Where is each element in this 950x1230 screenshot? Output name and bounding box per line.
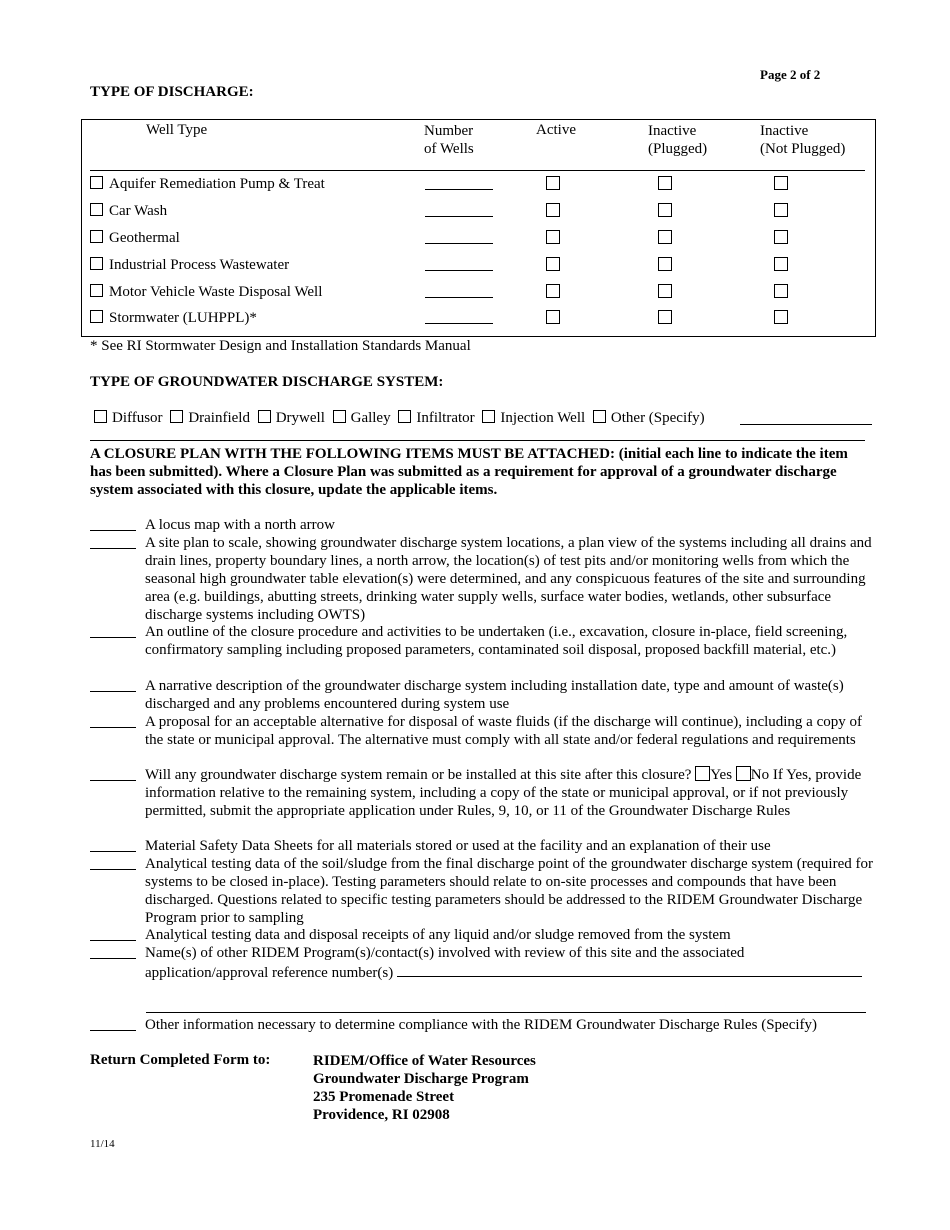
closure-heading: A CLOSURE PLAN WITH THE FOLLOWING ITEMS MUST BE ATTACHED: (initial each line to indicate the item has been submitted). Where a Closure Plan was submitted as a requirement for approval of a groundwater discharge system associated with this closure, update the applicable items. (90, 446, 848, 498)
well-checkbox[interactable] (90, 257, 103, 270)
number-wells-blank[interactable] (425, 189, 493, 190)
closure-item: A locus map with a north arrow (145, 517, 335, 533)
col-inactive-plugged: Inactive (Plugged) (648, 123, 708, 157)
number-wells-blank[interactable] (425, 270, 493, 271)
inactive-not-plugged-checkbox[interactable] (774, 176, 788, 190)
system-heading: TYPE OF GROUNDWATER DISCHARGE SYSTEM: (90, 374, 444, 390)
col-number-wells: Number of Wells (424, 123, 474, 157)
number-wells-blank[interactable] (425, 243, 493, 244)
system-options (94, 408, 709, 428)
closure-item: A site plan to scale, showing groundwater discharge system locations, a plan view of the systems including all drains and drain lines, property boundary lines, a north arrow, the location(s) of test pits and/or monitoring wells from which the seasonal high groundwater table elevation(s) were determined, and any conspicuous features of the site and surrounding area (e.g. buildings, abutting streets, drinking water supply wells, surface water bodies, wetlands, other subsurface discharge systems including OWTS) (145, 535, 872, 623)
section-divider (90, 440, 865, 441)
system-option-galley[interactable]: Galley (333, 410, 391, 426)
return-address: RIDEM/Office of Water Resources Groundwater Discharge Program 235 Promenade Street Providence, RI 02908 (313, 1053, 536, 1123)
closure-item: A proposal for an acceptable alternative for disposal of waste fluids (if the discharge will continue), including a copy of the state or municipal approval. The alternative must comply with all state and/or federal regulations and requirements (145, 714, 862, 748)
table-header-divider (90, 170, 865, 171)
inactive-plugged-checkbox[interactable] (658, 310, 672, 324)
well-checkbox[interactable] (90, 310, 103, 323)
inactive-plugged-checkbox[interactable] (658, 203, 672, 217)
active-checkbox[interactable] (546, 257, 560, 271)
well-row-motor-vehicle: Motor Vehicle Waste Disposal Well (90, 282, 322, 302)
inactive-not-plugged-checkbox[interactable] (774, 310, 788, 324)
other-specify-field[interactable] (740, 408, 872, 425)
stormwater-footnote: * See RI Stormwater Design and Installation Standards Manual (90, 338, 471, 354)
no-checkbox[interactable] (736, 766, 751, 781)
inactive-not-plugged-checkbox[interactable] (774, 230, 788, 244)
inactive-not-plugged-checkbox[interactable] (774, 257, 788, 271)
number-wells-blank[interactable] (425, 323, 493, 324)
closure-item-other-info: Other information necessary to determine compliance with the RIDEM Groundwater Discharge Rules (Specify) (145, 1017, 818, 1033)
closure-item-remaining-system: Will any groundwater discharge system remain or be installed at this site after this closure? Yes No If Yes, provide information relative to the remaining system, including a copy of the state or municipal approval, or if not previously permitted, submit the appropriate application under Rules, 9, 10, or 11 of the Groundwater Discharge Rules (145, 767, 862, 819)
active-checkbox[interactable] (546, 176, 560, 190)
closure-item: Analytical testing data of the soil/sludge from the final discharge point of the groundwater discharge system (required for systems to be closed in-place). Testing parameters should relate to on-site processes and compounds that have been discharged. Questions related to specific testing parameters should be addressed to the RIDEM Groundwater Discharge Program prior to sampling (145, 856, 873, 926)
discharge-heading: TYPE OF DISCHARGE: (90, 84, 254, 100)
form-date: 11/14 (90, 1138, 115, 1150)
number-wells-blank[interactable] (425, 297, 493, 298)
inactive-not-plugged-checkbox[interactable] (774, 284, 788, 298)
system-option-other[interactable]: Other (Specify) (593, 410, 705, 426)
well-row-industrial: Industrial Process Wastewater (90, 255, 289, 275)
inactive-not-plugged-checkbox[interactable] (774, 203, 788, 217)
active-checkbox[interactable] (546, 310, 560, 324)
closure-item: A narrative description of the groundwater discharge system including installation date, type and amount of waste(s) discharged and any problems encountered during system use (145, 678, 844, 712)
reference-number-field-line2[interactable] (146, 1012, 866, 1013)
return-label: Return Completed Form to: (90, 1052, 271, 1068)
closure-item: Material Safety Data Sheets for all materials stored or used at the facility and an explanation of their use (145, 838, 771, 854)
well-row-geothermal: Geothermal (90, 228, 180, 248)
discharge-table (81, 119, 876, 337)
well-row-car-wash: Car Wash (90, 201, 167, 221)
well-checkbox[interactable] (90, 176, 103, 189)
number-wells-blank[interactable] (425, 216, 493, 217)
system-option-infiltrator[interactable]: Infiltrator (398, 410, 474, 426)
closure-item-other-programs: Name(s) of other RIDEM Program(s)/contact(s) involved with review of this site and the associated application/approval reference number(s) (90, 944, 880, 982)
inactive-plugged-checkbox[interactable] (658, 284, 672, 298)
col-well-type: Well Type (146, 122, 208, 138)
page-number: Page 2 of 2 (760, 67, 821, 82)
system-option-drainfield[interactable]: Drainfield (170, 410, 250, 426)
inactive-plugged-checkbox[interactable] (658, 230, 672, 244)
well-checkbox[interactable] (90, 230, 103, 243)
well-row-stormwater: Stormwater (LUHPPL)* (90, 308, 257, 328)
active-checkbox[interactable] (546, 230, 560, 244)
well-row-aquifer: Aquifer Remediation Pump & Treat (90, 174, 325, 194)
closure-item: Analytical testing data and disposal receipts of any liquid and/or sludge removed from the system (145, 927, 731, 943)
col-active: Active (536, 122, 576, 138)
system-option-drywell[interactable]: Drywell (258, 410, 325, 426)
well-checkbox[interactable] (90, 203, 103, 216)
inactive-plugged-checkbox[interactable] (658, 257, 672, 271)
yes-checkbox[interactable] (695, 766, 710, 781)
system-option-injection-well[interactable]: Injection Well (482, 410, 585, 426)
active-checkbox[interactable] (546, 284, 560, 298)
active-checkbox[interactable] (546, 203, 560, 217)
inactive-plugged-checkbox[interactable] (658, 176, 672, 190)
well-checkbox[interactable] (90, 284, 103, 297)
system-option-diffusor[interactable]: Diffusor (94, 410, 163, 426)
reference-number-field[interactable] (397, 962, 862, 977)
closure-item: An outline of the closure procedure and activities to be undertaken (i.e., excavation, closure in-place, field screening, confirmatory sampling including proposed parameters, contaminated soil disposal, proposed backfill material, etc.) (145, 624, 848, 658)
col-inactive-not-plugged: Inactive (Not Plugged) (760, 123, 846, 157)
